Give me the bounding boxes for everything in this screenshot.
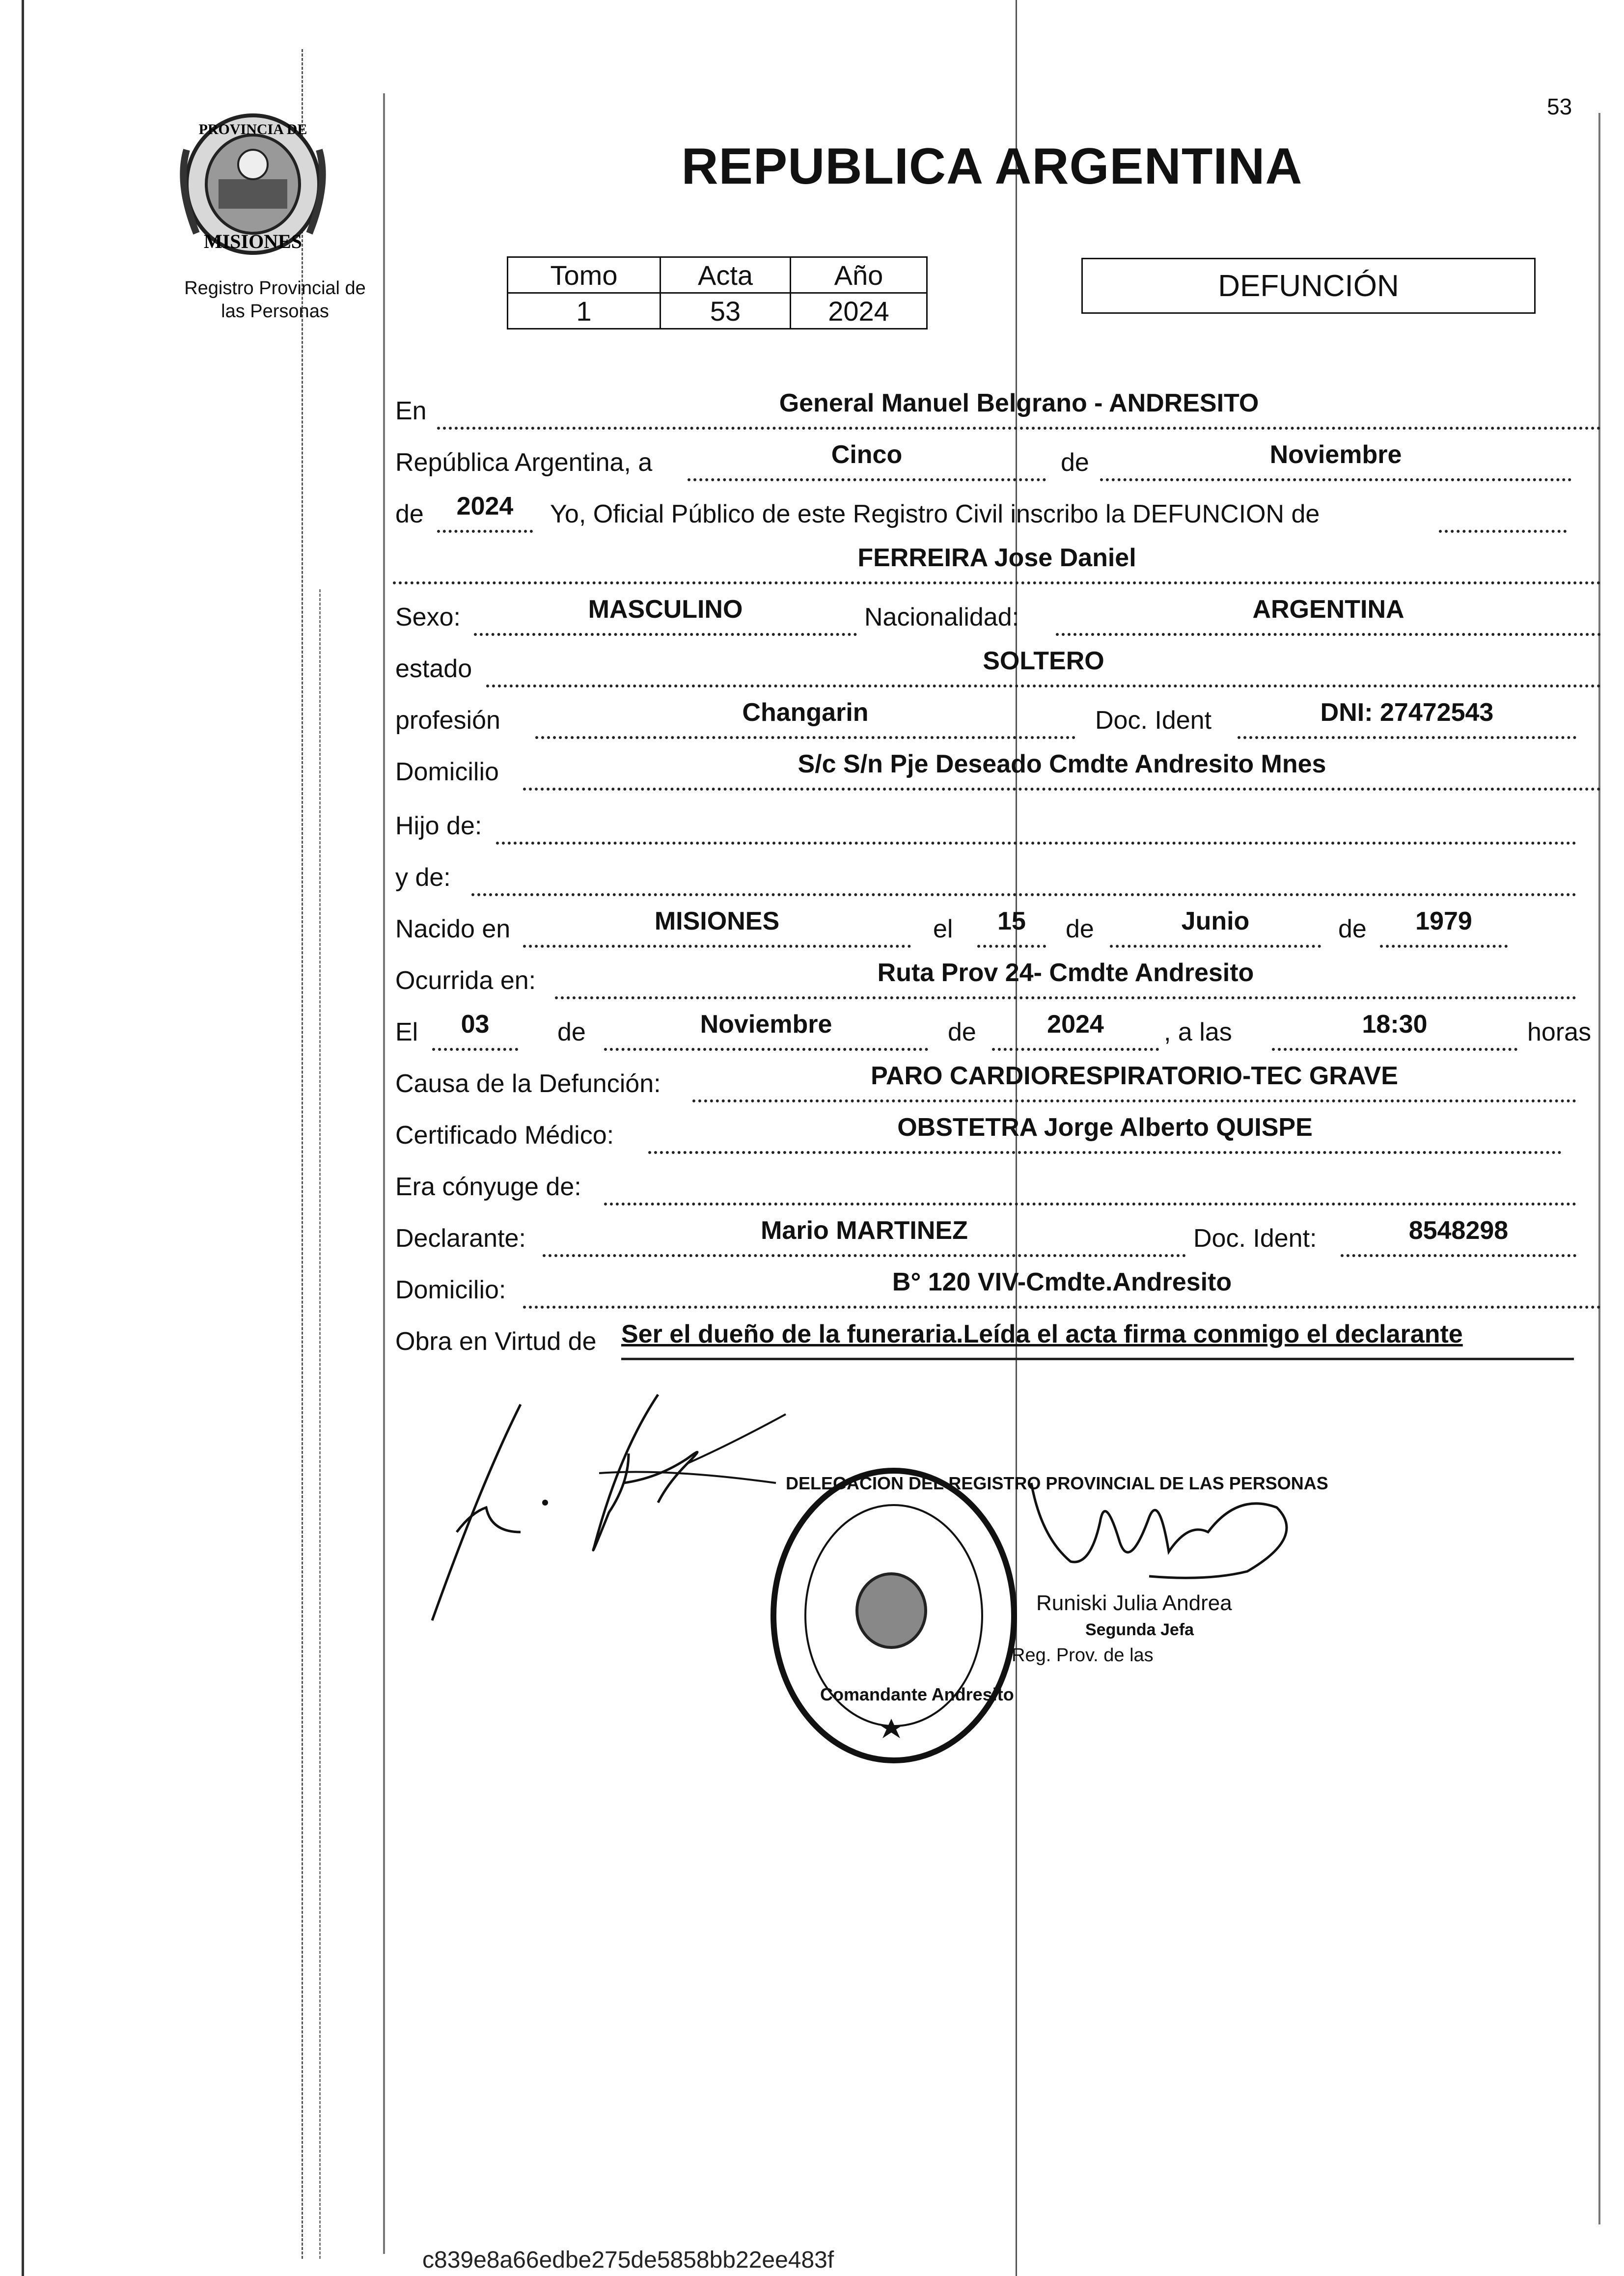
doc-field: DNI: 27472543: [1238, 707, 1576, 739]
row-profesion: [393, 700, 1601, 739]
nacionalidad-label: Nacionalidad:: [864, 603, 1019, 631]
stamp-inner-text: Comandante Andresito: [820, 1684, 1014, 1704]
certificado-field: OBSTETRA Jorge Alberto QUISPE: [648, 1122, 1562, 1154]
row-nacimiento: [393, 908, 1601, 948]
row-conyuge: [393, 1166, 1601, 1206]
acta-value: 53: [661, 293, 791, 329]
tomo-header: Tomo: [508, 257, 661, 293]
nacido-field: MISIONES: [523, 915, 911, 948]
el-label: el: [933, 915, 953, 943]
registry-caption-2: las Personas: [221, 301, 329, 322]
mes-field: Noviembre: [1100, 449, 1571, 481]
inscribo-text: Yo, Oficial Público de este Registro Civil inscribo la DEFUNCION de: [550, 500, 1320, 528]
row-domicilio: [393, 751, 1601, 791]
nacido-label: Nacido en: [395, 915, 511, 943]
stamp-outer-text: DELEGACION DEL REGISTRO PROVINCIAL DE LAS PERSONAS: [786, 1473, 1328, 1493]
dia-field: Cinco: [688, 449, 1046, 481]
ocurrida-field: Ruta Prov 24- Cmdte Andresito: [555, 967, 1576, 999]
row-domicilio-declarante: [393, 1269, 1601, 1309]
row-ocurrida: [393, 960, 1601, 999]
republica-label: República Argentina, a: [395, 448, 653, 477]
en-label: En: [395, 397, 427, 425]
row-inscribo: [393, 494, 1601, 533]
def-de2-label: de: [948, 1018, 976, 1046]
conyuge-label: Era cónyuge de:: [395, 1173, 581, 1201]
page-number: 53: [1547, 94, 1572, 119]
registry-caption-1: Registro Provincial de: [184, 278, 366, 299]
sexo-label: Sexo:: [395, 603, 461, 631]
causa-label: Causa de la Defunción:: [395, 1069, 661, 1098]
nac-de-label: de: [1066, 915, 1094, 943]
inner-margin-line: [383, 93, 385, 2254]
row-fecha-inscripcion: [393, 442, 1601, 481]
doc2-label: Doc. Ident:: [1193, 1224, 1317, 1253]
yde-label: y de:: [395, 863, 451, 892]
official-name: Runiski Julia Andrea: [1036, 1591, 1232, 1615]
horas-label: horas: [1527, 1018, 1592, 1046]
ano-value: 2024: [791, 293, 927, 329]
hijo-label: Hijo de:: [395, 812, 482, 840]
left-dashed-line: [302, 49, 303, 2259]
de2-label: de: [395, 500, 424, 528]
acta-header: Acta: [661, 257, 791, 293]
nombre-field: FERREIRA Jose Daniel: [393, 552, 1601, 584]
left-margin-line: [22, 0, 24, 2276]
yde-field: [471, 864, 1576, 896]
el2-label: El: [395, 1018, 418, 1046]
alas-label: , a las: [1164, 1018, 1232, 1046]
de-label: de: [1061, 448, 1089, 477]
declarante-label: Declarante:: [395, 1224, 526, 1253]
nac-ano-field: 1979: [1380, 915, 1508, 948]
domicilio2-field: B° 120 VIV-Cmdte.Andresito: [523, 1276, 1601, 1309]
inscribo-trailing-field: [1439, 500, 1567, 533]
nacionalidad-field: ARGENTINA: [1056, 603, 1601, 636]
estado-field: SOLTERO: [486, 655, 1601, 687]
hijo-field: [496, 812, 1576, 845]
def-ano-field: 2024: [992, 1018, 1159, 1051]
certificado-label: Certificado Médico:: [395, 1121, 614, 1150]
domicilio-label: Domicilio: [395, 758, 499, 786]
declarant-signature: [413, 1385, 805, 1643]
declarante-field: Mario MARTINEZ: [543, 1225, 1186, 1257]
logo-text-top: PROVINCIA DE: [198, 121, 307, 137]
left-dashed-line-2: [319, 589, 321, 2259]
profesion-field: Changarin: [535, 707, 1075, 739]
ano-field: 2024: [437, 500, 533, 533]
nac-mes-field: Junio: [1110, 915, 1321, 948]
row-yde: [393, 857, 1601, 896]
row-estado: [393, 648, 1601, 687]
domicilio2-label: Domicilio:: [395, 1276, 506, 1304]
reference-table: [507, 256, 928, 329]
conyuge-field: [604, 1173, 1576, 1206]
row-causa: [393, 1063, 1601, 1102]
province-seal-logo: [167, 106, 339, 263]
row-obra: [393, 1321, 1601, 1360]
obra-field: Ser el dueño de la funeraria.Leída el acta firma conmigo el declarante: [621, 1328, 1574, 1360]
row-sexo: [393, 597, 1601, 636]
domicilio-field: S/c S/n Pje Deseado Cmdte Andresito Mnes: [523, 758, 1601, 791]
row-en: [393, 390, 1601, 430]
official-title: Segunda Jefa: [1085, 1620, 1194, 1639]
estado-label: estado: [395, 655, 472, 683]
logo-text-bottom: MISIONES: [203, 230, 303, 252]
doc2-field: 8548298: [1341, 1225, 1576, 1257]
row-hijo: [393, 805, 1601, 845]
def-hora-field: 18:30: [1272, 1018, 1517, 1051]
nac-dia-field: 15: [977, 915, 1046, 948]
doc-label: Doc. Ident: [1095, 706, 1212, 735]
row-certificado: [393, 1115, 1601, 1154]
row-nombre: [393, 545, 1601, 584]
tomo-value: 1: [508, 293, 661, 329]
obra-label: Obra en Virtud de: [395, 1327, 597, 1356]
sexo-field: MASCULINO: [474, 603, 857, 636]
row-fecha-defuncion: [393, 1012, 1601, 1051]
def-mes-field: Noviembre: [604, 1018, 928, 1051]
document-hash: c839e8a66edbe275de5858bb22ee483f: [422, 2247, 834, 2273]
ocurrida-label: Ocurrida en:: [395, 966, 536, 995]
document-title: REPUBLICA ARGENTINA: [681, 138, 1303, 195]
en-field: General Manuel Belgrano - ANDRESITO: [437, 397, 1601, 430]
official-signature: [1002, 1463, 1316, 1643]
causa-field: PARO CARDIORESPIRATORIO-TEC GRAVE: [692, 1070, 1576, 1102]
def-de-label: de: [557, 1018, 586, 1046]
row-declarante: [393, 1218, 1601, 1257]
record-type-box: DEFUNCIÓN: [1081, 258, 1536, 314]
ano-header: Año: [791, 257, 927, 293]
nac-de2-label: de: [1338, 915, 1367, 943]
official-org: Reg. Prov. de las: [1012, 1645, 1154, 1666]
profesion-label: profesión: [395, 706, 500, 735]
def-dia-field: 03: [432, 1018, 518, 1051]
